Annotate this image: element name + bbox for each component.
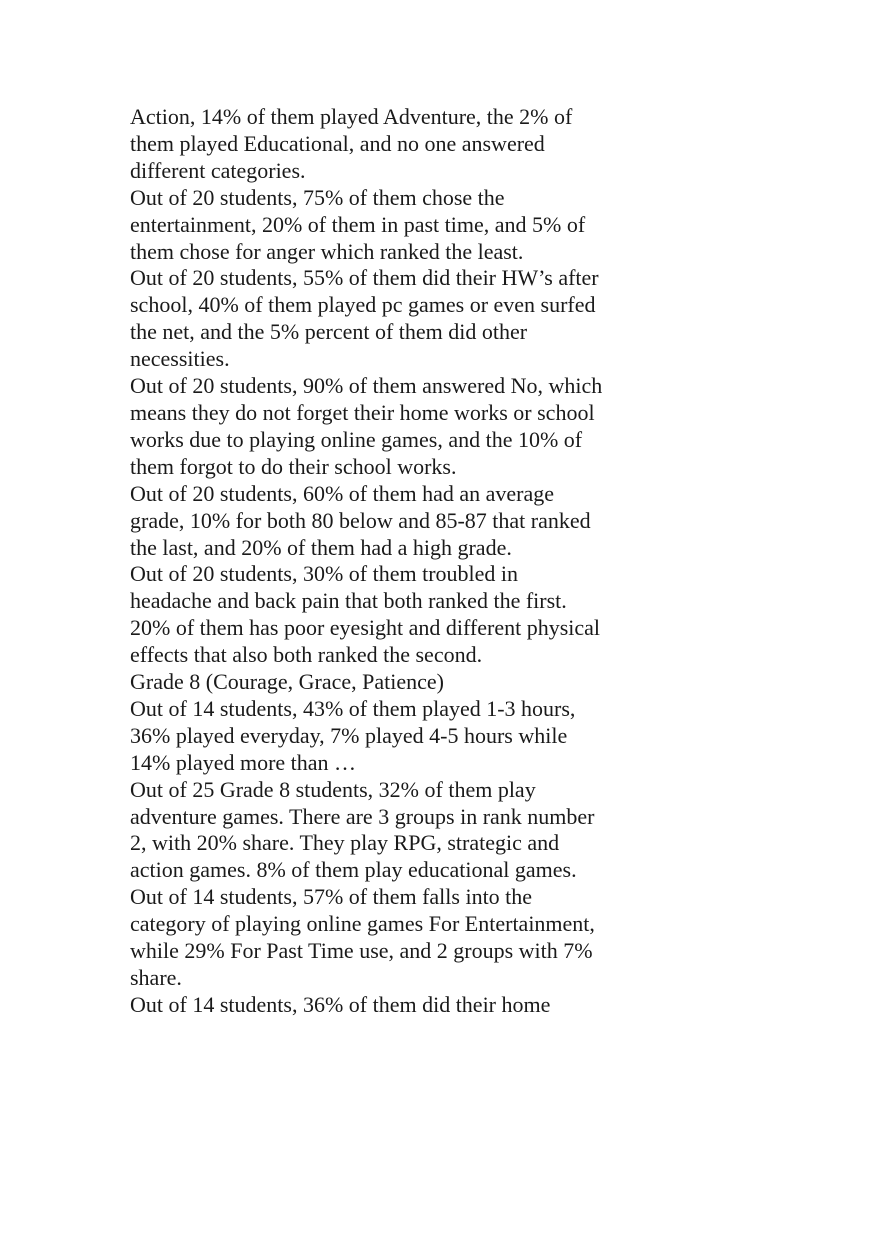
text-line: them forgot to do their school works. [130,453,457,479]
text-line: action games. 8% of them play educational games. [130,857,577,883]
text-line: adventure games. There are 3 groups in rank number [130,803,595,829]
text-line: the last, and 20% of them had a high grade. [130,534,512,560]
text-line: 36% played everyday, 7% played 4-5 hours while [130,722,568,748]
text-line: Out of 14 students, 36% of them did their home [130,991,551,1017]
text-line: while 29% For Past Time use, and 2 groups with 7% [130,938,593,964]
text-line: means they do not forget their home works or school [130,399,595,425]
text-line: entertainment, 20% of them in past time, and 5% of [130,211,586,237]
body-text [130,104,630,1019]
text-line: works due to playing online games, and the 10% of [130,426,583,452]
text-line: Action, 14% of them played Adventure, the 2% of [130,104,573,129]
section-heading: Grade 8 (Courage, Grace, Patience) [130,669,444,695]
text-line: necessities. [130,346,230,372]
text-line: category of playing online games For Entertainment, [130,911,595,937]
text-line: Out of 14 students, 43% of them played 1-3 hours, [130,695,576,721]
text-line: Out of 20 students, 75% of them chose the [130,184,505,210]
text-line: Out of 20 students, 55% of them did their HW’s after [130,265,599,291]
text-line: different categories. [130,157,306,183]
text-line: headache and back pain that both ranked the first. [130,588,567,614]
text-line: 20% of them has poor eyesight and different physical [130,615,601,641]
text-line: the net, and the 5% percent of them did other [130,319,528,345]
text-line: effects that also both ranked the second. [130,642,483,668]
text-line: share. [130,965,182,990]
text-line: Out of 25 Grade 8 students, 32% of them play [130,776,536,802]
text-line: school, 40% of them played pc games or even surfed [130,292,596,318]
text-line: them chose for anger which ranked the least. [130,238,524,264]
text-line: Out of 20 students, 60% of them had an average [130,480,554,506]
text-line: 14% played more than … [130,749,357,775]
text-line: 2, with 20% share. They play RPG, strategic and [130,830,560,856]
text-line: Out of 20 students, 90% of them answered No, which [130,373,603,399]
text-line: Out of 14 students, 57% of them falls into the [130,884,533,910]
text-line: grade, 10% for both 80 below and 85-87 that ranked [130,507,591,533]
text-line: Out of 20 students, 30% of them troubled in [130,561,519,587]
text-line: them played Educational, and no one answered [130,130,545,156]
